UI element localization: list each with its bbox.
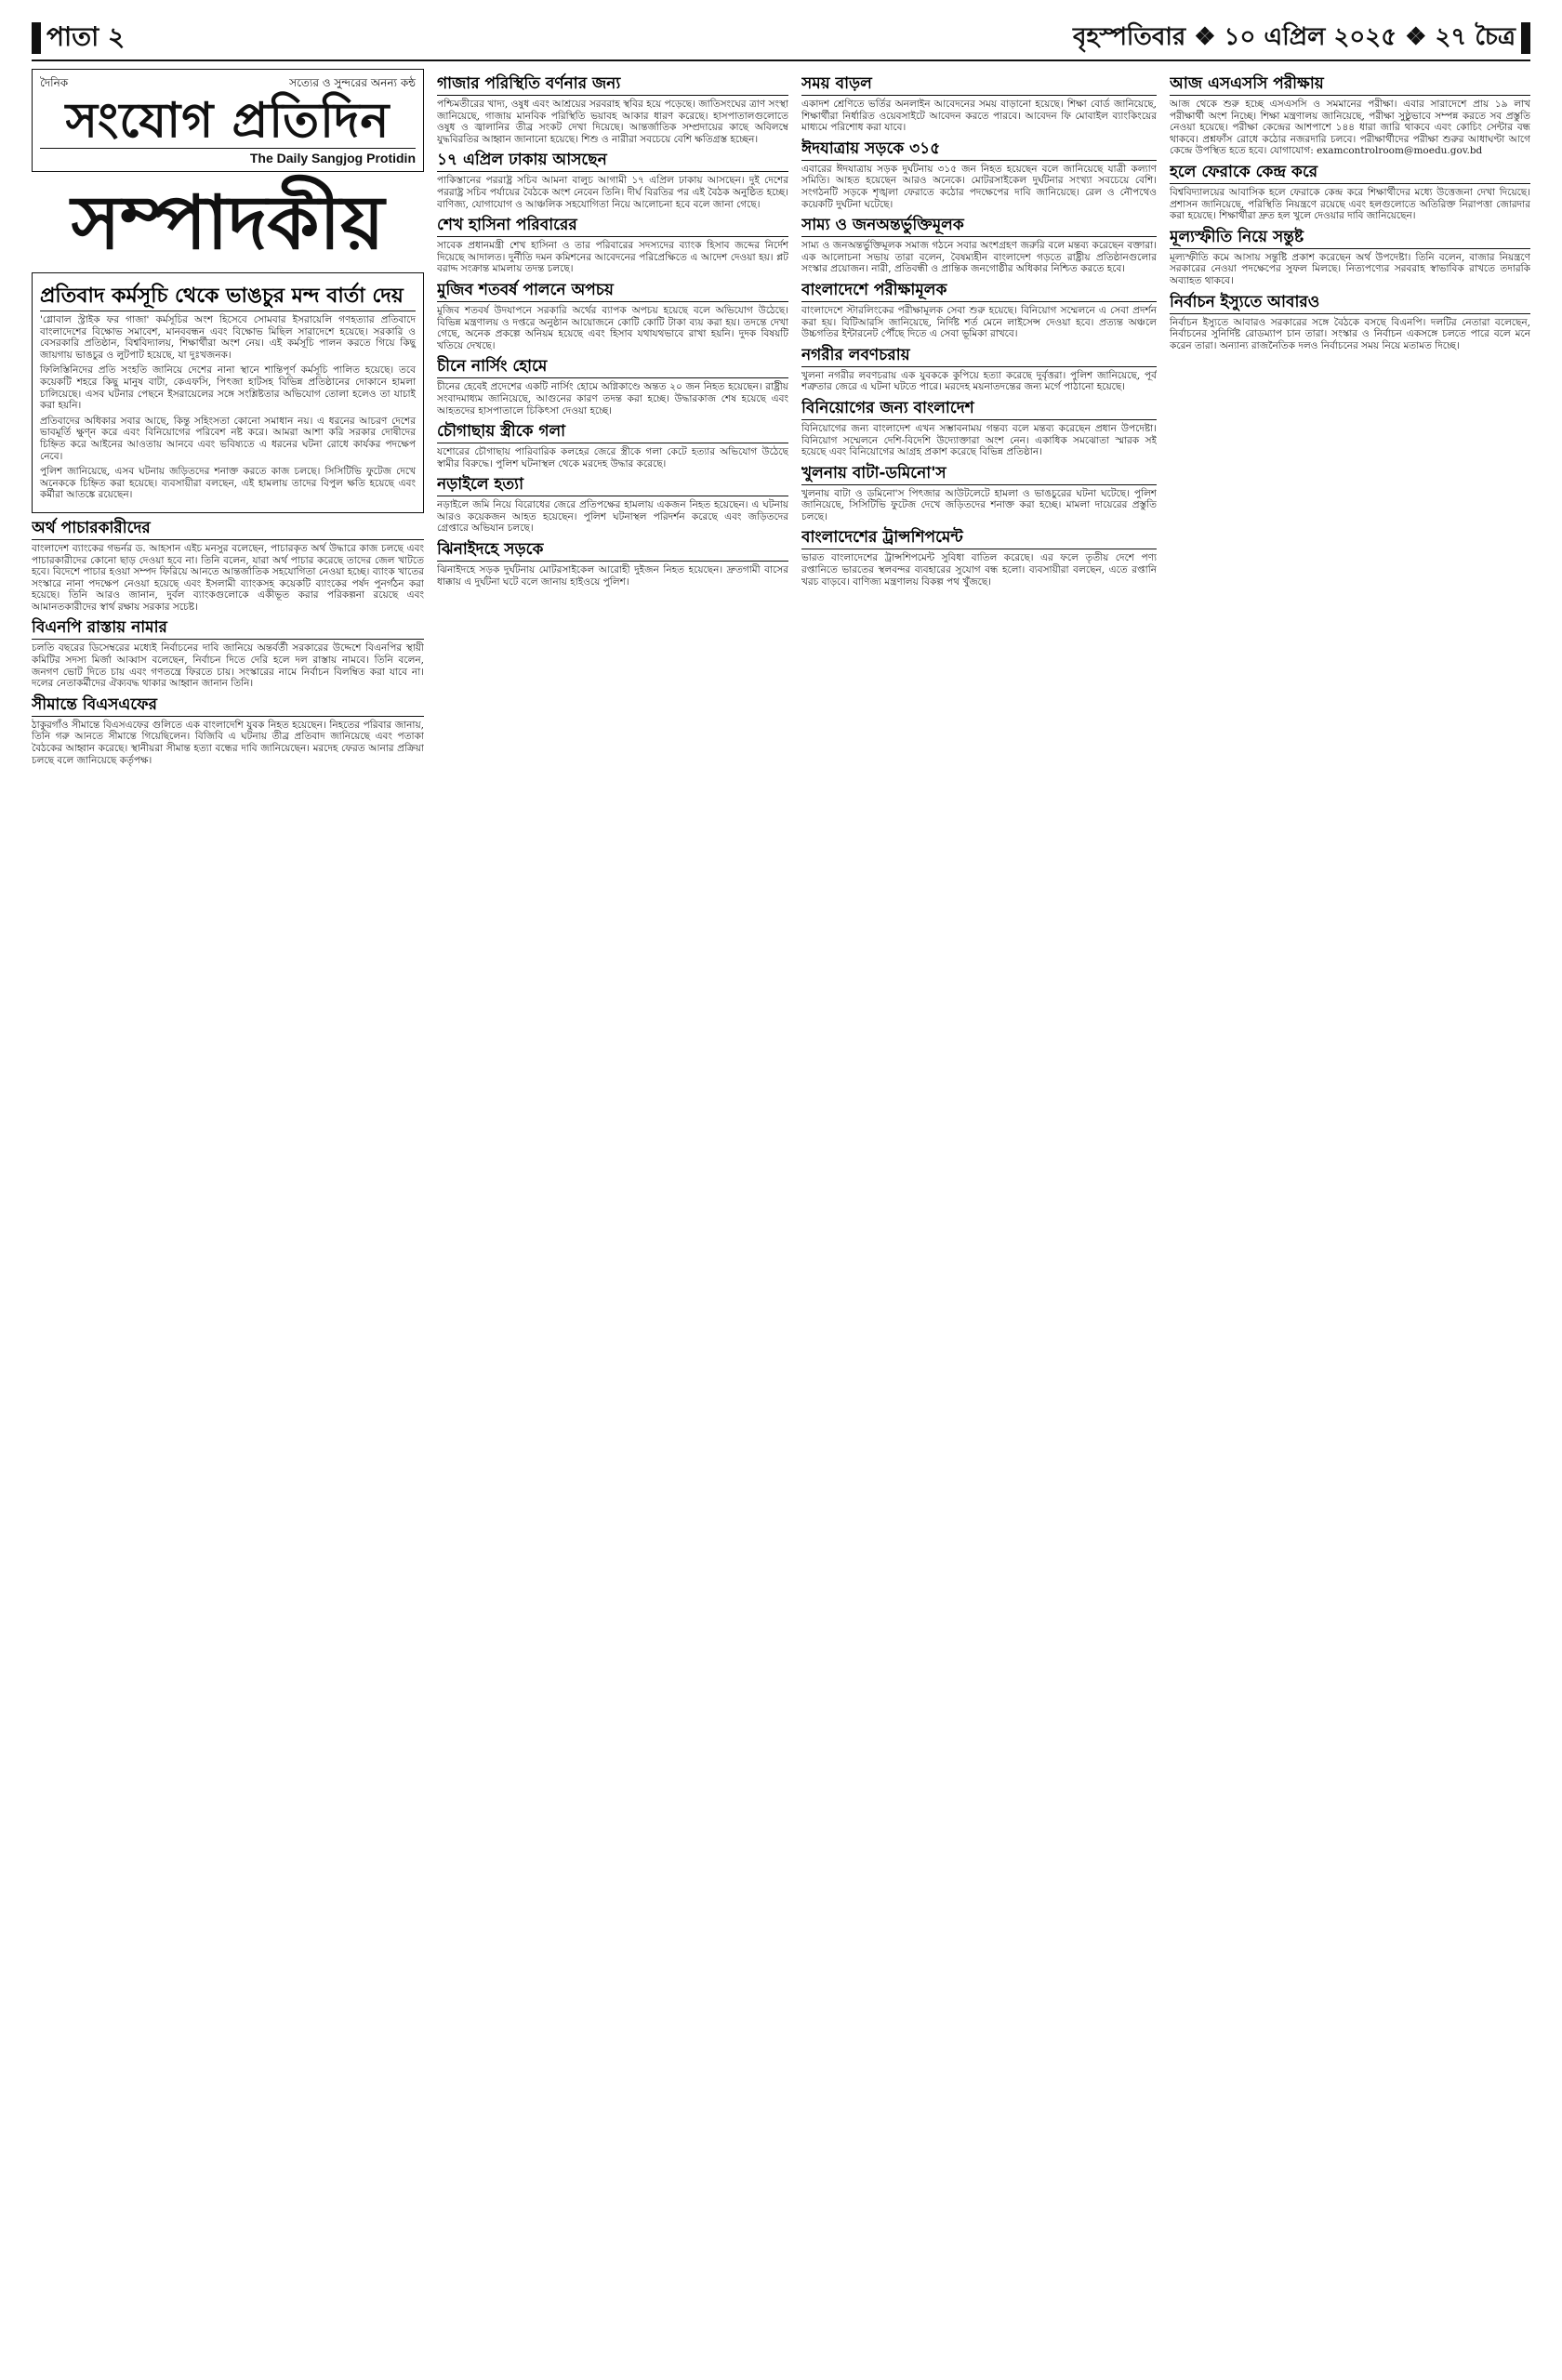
article-body: নড়াইলে জমি নিয়ে বিরোধের জেরে প্রতিপক্ষের হামলায় একজন নিহত হয়েছেন। এ ঘটনায় আরও কয়েকজন আহত হয়েছেন। পুলিশ ঘটনাস্থল পরিদর্শন করেছে এবং জড়িতদের গ্রেপ্তারে অভিযান চলছে।	[437, 499, 788, 535]
article-heading: ঈদযাত্রায় সড়কে ৩১৫	[801, 139, 1157, 161]
article-heading: আজ এসএসসি পরীক্ষায়	[1170, 74, 1530, 96]
article-heading: বিএনপি রাস্তায় নামার	[32, 618, 424, 640]
article	[437, 281, 788, 351]
editorial-paragraph: 'গ্লোবাল স্ট্রাইক ফর গাজা' কর্মসূচির অংশ হিসেবে সোমবার ইসরায়েলি গণহত্যার প্রতিবাদে বাংলাদেশের বিক্ষোভ সমাবেশ, মানববন্ধন এবং বিক্ষোভ মিছিল সারাদেশে হয়েছে। সরকারি ও বেসরকারি প্রতিষ্ঠান, বিশ্ববিদ্যালয়, শিক্ষার্থীরা অংশ নেয়। এই কর্মসূচি পালন করতে গিয়ে কিছু জায়গায় ভাঙচুর ও লুটপাট হয়েছে, যা দুঃখজনক।	[40, 314, 416, 361]
article-heading: ঝিনাইদহে সড়কে	[437, 540, 788, 562]
article	[1170, 74, 1530, 157]
article-body: ঝিনাইদহে সড়ক দুর্ঘটনায় মোটরসাইকেল আরোহী দুইজন নিহত হয়েছেন। দ্রুতগামী বাসের ধাক্কায় এ দুর্ঘটনা ঘটে বলে জানায় হাইওয়ে পুলিশ।	[437, 564, 788, 588]
article	[801, 528, 1157, 588]
article-body: একাদশ শ্রেণিতে ভর্তির অনলাইন আবেদনের সময় বাড়ানো হয়েছে। শিক্ষা বোর্ড জানিয়েছে, শিক্ষার্থীরা নির্ধারিত ওয়েবসাইটে আবেদন করতে পারবে। আবেদন ফি মোবাইল ব্যাংকিংয়ের মাধ্যমে পরিশোধ করা যাবে।	[801, 99, 1157, 134]
article	[32, 618, 424, 689]
article-heading: ১৭ এপ্রিল ঢাকায় আসছেন	[437, 151, 788, 172]
article	[801, 346, 1157, 393]
article-heading: নগরীর লবণচরায়	[801, 346, 1157, 367]
masthead	[32, 69, 424, 172]
page-header	[32, 17, 1530, 61]
article	[437, 216, 788, 275]
article-heading: খুলনায় বাটা-ডমিনো'স	[801, 464, 1157, 485]
article	[801, 74, 1157, 134]
column-4	[1170, 69, 1530, 2356]
article-body: চীনের হেবেই প্রদেশের একটি নার্সিং হোমে অগ্নিকাণ্ডে অন্তত ২০ জন নিহত হয়েছেন। রাষ্ট্রীয় সংবাদমাধ্যম জানিয়েছে, আগুনের কারণ তদন্ত করা হচ্ছে। উদ্ধারকাজ শেষ হয়েছে এবং আহতদের হাসপাতালে চিকিৎসা দেওয়া হচ্ছে।	[437, 381, 788, 416]
article-body: বাংলাদেশে স্টারলিংকের পরীক্ষামূলক সেবা শুরু হয়েছে। বিনিয়োগ সম্মেলনে এ সেবা প্রদর্শন করা হয়। বিটিআরসি জানিয়েছে, নির্দিষ্ট শর্ত মেনে লাইসেন্স দেওয়া হবে। প্রত্যন্ত অঞ্চলে উচ্চগতির ইন্টারনেট পৌঁছে দিতে এ সেবা ভূমিকা রাখবে।	[801, 304, 1157, 340]
column-1	[32, 69, 424, 2356]
article-heading: মুজিব শতবর্ষ পালনে অপচয়	[437, 281, 788, 302]
article-heading: চৌগাছায় স্ত্রীকে গলা	[437, 422, 788, 443]
column-3	[801, 69, 1157, 2356]
editorial-paragraph: প্রতিবাদের অধিকার সবার আছে, কিন্তু সহিংসতা কোনো সমাধান নয়। এ ধরনের আচরণ দেশের ভাবমূর্তি ক্ষুণ্ন করে এবং বিনিয়োগের পরিবেশ নষ্ট করে। আমরা আশা করি সরকার দোষীদের চিহ্নিত করে আইনের আওতায় আনবে এবং ভবিষ্যতে এ ধরনের ঘটনা রোধে কার্যকর পদক্ষেপ নেবে।	[40, 415, 416, 462]
article-body: বিশ্ববিদ্যালয়ের আবাসিক হলে ফেরাকে কেন্দ্র করে শিক্ষার্থীদের মধ্যে উত্তেজনা দেখা দিয়েছে। প্রশাসন জানিয়েছে, পরিস্থিতি নিয়ন্ত্রণে রয়েছে এবং হলগুলোতে অতিরিক্ত নিরাপত্তা জোরদার করা হয়েছে। শিক্ষার্থীরা দ্রুত হল খুলে দেওয়ার দাবি জানিয়েছেন।	[1170, 186, 1530, 222]
page-label: পাতা ২	[32, 17, 125, 60]
article-body: সাবেক প্রধানমন্ত্রী শেখ হাসিনা ও তার পরিবারের সদস্যদের ব্যাংক হিসাব জব্দের নির্দেশ দিয়েছে আদালত। দুর্নীতি দমন কমিশনের আবেদনের পরিপ্রেক্ষিতে এ আদেশ দেওয়া হয়। প্লট বরাদ্দ সংক্রান্ত মামলায় তদন্ত চলছে।	[437, 240, 788, 275]
editorial-paragraph: ফিলিস্তিনিদের প্রতি সংহতি জানিয়ে দেশের নানা স্থানে শান্তিপূর্ণ কর্মসূচি পালিত হয়েছে। তবে কয়েকটি শহরে কিছু মানুষ বাটা, কেএফসি, পিৎজা হাটসহ বিভিন্ন প্রতিষ্ঠানের দোকানে হামলা চালিয়েছে। এসব ঘটনার পেছনে ইসরায়েলের সঙ্গে সংশ্লিষ্টতার অভিযোগ তোলা হলেও তা যাচাই করা হয়নি।	[40, 364, 416, 412]
article-heading: অর্থ পাচারকারীদের	[32, 519, 424, 540]
article	[1170, 163, 1530, 222]
masthead-title: সংযোগ প্রতিদিন	[65, 92, 390, 149]
article	[801, 139, 1157, 210]
article-body: পশ্চিমতীরের খাদ্য, ওষুধ এবং আশ্রয়ের সরবরাহ স্থবির হয়ে পড়েছে। জাতিসংঘের ত্রাণ সংস্থা জানিয়েছে, গাজায় মানবিক পরিস্থিতি ভয়াবহ আকার ধারণ করেছে। হাসপাতালগুলোতে ওষুধ ও জ্বালানির তীব্র সংকট দেখা দিয়েছে। আন্তর্জাতিক সম্প্রদায়ের কাছে অবিলম্বে যুদ্ধবিরতির আহ্বান জানানো হয়েছে। শিশু ও নারীরা সবচেয়ে বেশি ক্ষতিগ্রস্ত হচ্ছেন।	[437, 99, 788, 145]
newspaper-page	[32, 17, 1530, 2360]
article	[1170, 293, 1530, 352]
column-1-articles	[32, 519, 424, 766]
article-body: পাকিস্তানের পররাষ্ট্র সচিব আমনা বালুচ আগামী ১৭ এপ্রিল ঢাকায় আসছেন। দুই দেশের পররাষ্ট্র সচিব পর্যায়ের বৈঠকে অংশ নেবেন তিনি। দীর্ঘ বিরতির পর এই বৈঠক অনুষ্ঠিত হচ্ছে। বাণিজ্য, যোগাযোগ ও আঞ্চলিক সহযোগিতা নিয়ে আলোচনা হবে বলে জানা গেছে।	[437, 175, 788, 210]
article	[437, 151, 788, 210]
article	[437, 422, 788, 469]
article-heading: বাংলাদেশের ট্রান্সশিপমেন্ট	[801, 528, 1157, 549]
editorial-box	[32, 272, 424, 513]
article-body: চলতি বছরের ডিসেম্বরের মধ্যেই নির্বাচনের দাবি জানিয়ে অন্তর্বর্তী সরকারের উদ্দেশে বিএনপির স্থায়ী কমিটির সদস্য মির্জা আব্বাস বলেছেন, নির্বাচন দিতে দেরি হলে দল রাস্তায় নামবে। তিনি বলেন, জনগণ ভোট দিতে চায় এবং গণতন্ত্রে ফিরতে চায়। সংস্কারের নামে নির্বাচন বিলম্বিত করা যাবে না। দলের নেতাকর্মীদের ঐক্যবদ্ধ থাকার আহ্বান জানান তিনি।	[32, 642, 424, 690]
issue-date: বৃহস্পতিবার ❖ ১০ এপ্রিল ২০২৫ ❖ ২৭ চৈত্র	[1073, 18, 1530, 59]
masthead-tagline-right: সত্যের ও সুন্দরের অনন্য কন্ঠ	[289, 76, 416, 89]
article-body: এবারের ঈদযাত্রায় সড়ক দুর্ঘটনায় ৩১৫ জন নিহত হয়েছেন বলে জানিয়েছে যাত্রী কল্যাণ সমিতি। আহত হয়েছেন আরও অনেকে। মোটরসাইকেল দুর্ঘটনার সংখ্যা সবচেয়ে বেশি। সংগঠনটি সড়কে শৃঙ্খলা ফেরাতে কঠোর পদক্ষেপের দাবি জানিয়েছে। রেল ও নৌপথেও কয়েকটি দুর্ঘটনা ঘটেছে।	[801, 163, 1157, 210]
article-heading: নির্বাচন ইস্যুতে আবারও	[1170, 293, 1530, 314]
article	[32, 695, 424, 766]
article	[437, 475, 788, 535]
article-body: মুজিব শতবর্ষ উদযাপনে সরকারি অর্থের ব্যাপক অপচয় হয়েছে বলে অভিযোগ উঠেছে। বিভিন্ন মন্ত্রণালয় ও দপ্তরে অনুষ্ঠান আয়োজনে কোটি কোটি টাকা ব্যয় করা হয়। তদন্তে দেখা গেছে, অনেক প্রকল্পে অনিয়ম হয়েছে এবং হিসাব যথাযথভাবে রাখা হয়নি। দুদক বিষয়টি খতিয়ে দেখছে।	[437, 304, 788, 351]
masthead-english-title: The Daily Sangjog Protidin	[40, 148, 416, 165]
article-body: সাম্য ও জনঅন্তর্ভুক্তিমূলক সমাজ গঠনে সবার অংশগ্রহণ জরুরি বলে মন্তব্য করেছেন বক্তারা। এক আলোচনা সভায় তারা বলেন, বৈষম্যহীন বাংলাদেশ গড়তে রাষ্ট্রীয় প্রতিষ্ঠানগুলোর সংস্কার প্রয়োজন। নারী, প্রতিবন্ধী ও প্রান্তিক জনগোষ্ঠীর অধিকার নিশ্চিত করতে হবে।	[801, 240, 1157, 275]
article-body: বিনিয়োগের জন্য বাংলাদেশ এখন সম্ভাবনাময় গন্তব্য বলে মন্তব্য করেছেন প্রধান উপদেষ্টা। বিনিয়োগ সম্মেলনে দেশি-বিদেশি উদ্যোক্তারা অংশ নেন। একাধিক সমঝোতা স্মারক সই হয়েছে এবং বিনিয়োগের আগ্রহ প্রকাশ করেছে বিভিন্ন প্রতিষ্ঠান।	[801, 422, 1157, 458]
article-heading: হলে ফেরাকে কেন্দ্র করে	[1170, 163, 1530, 184]
editorial-paragraph: পুলিশ জানিয়েছে, এসব ঘটনায় জড়িতদের শনাক্ত করতে কাজ চলছে। সিসিটিভি ফুটেজ দেখে অনেককে চিহ্নিত করা হয়েছে। ব্যবসায়ীরা বলছেন, এই হামলায় তাদের বিপুল ক্ষতি হয়েছে এবং কর্মীরা আতঙ্কে রয়েছেন।	[40, 466, 416, 501]
article	[801, 464, 1157, 523]
article-heading: চীনে নার্সিং হোমে	[437, 357, 788, 378]
article	[1170, 228, 1530, 287]
article-heading: মূল্যস্ফীতি নিয়ে সন্তুষ্ট	[1170, 228, 1530, 249]
editorial-heading: সম্পাদকীয়	[71, 178, 385, 266]
article	[801, 399, 1157, 458]
article	[32, 519, 424, 614]
column-2	[437, 69, 788, 2356]
article	[437, 74, 788, 145]
article-body: নির্বাচন ইস্যুতে আবারও সরকারের সঙ্গে বৈঠকে বসছে বিএনপি। দলটির নেতারা বলেছেন, নির্বাচনের সুনির্দিষ্ট রোডম্যাপ চান তারা। সংস্কার ও নির্বাচন একসঙ্গে চলতে পারে বলে মনে করেন তারা। অন্যান্য রাজনৈতিক দলও নির্বাচনের সময় নিয়ে মতামত দিচ্ছে।	[1170, 316, 1530, 351]
article-body: খুলনা নগরীর লবণচরায় এক যুবককে কুপিয়ে হত্যা করেছে দুর্বৃত্তরা। পুলিশ জানিয়েছে, পূর্ব শত্রুতার জেরে এ ঘটনা ঘটতে পারে। মরদেহ ময়নাতদন্তের জন্য মর্গে পাঠানো হয়েছে।	[801, 369, 1157, 393]
editorial-body	[40, 314, 416, 501]
article	[437, 357, 788, 416]
article-heading: সময় বাড়ল	[801, 74, 1157, 96]
article-heading: শেখ হাসিনা পরিবারের	[437, 216, 788, 237]
article-body: মূল্যস্ফীতি কমে আসায় সন্তুষ্টি প্রকাশ করেছেন অর্থ উপদেষ্টা। তিনি বলেন, বাজার নিয়ন্ত্রণে সরকারের নেওয়া পদক্ষেপের সুফল মিলছে। নিত্যপণ্যের সরবরাহ স্বাভাবিক রাখতে তদারকি অব্যাহত থাকবে।	[1170, 251, 1530, 286]
article-heading: সাম্য ও জনঅন্তর্ভুক্তিমূলক	[801, 216, 1157, 237]
article-body: ভারত বাংলাদেশের ট্রান্সশিপমেন্ট সুবিধা বাতিল করেছে। এর ফলে তৃতীয় দেশে পণ্য রপ্তানিতে ভারতের স্থলবন্দর ব্যবহারের সুযোগ বন্ধ হলো। ব্যবসায়ীরা বলছেন, এতে রপ্তানি খরচ বাড়বে। বাণিজ্য মন্ত্রণালয় বিকল্প পথ খুঁজছে।	[801, 552, 1157, 588]
masthead-tagline-left: দৈনিক	[40, 76, 69, 89]
article-heading: নড়াইলে হত্যা	[437, 475, 788, 496]
article-body: আজ থেকে শুরু হচ্ছে এসএসসি ও সমমানের পরীক্ষা। এবার সারাদেশে প্রায় ১৯ লাখ পরীক্ষার্থী অংশ নিচ্ছে। শিক্ষা মন্ত্রণালয় জানিয়েছে, পরীক্ষা সুষ্ঠুভাবে সম্পন্ন করতে সব প্রস্তুতি নেওয়া হয়েছে। পরীক্ষা কেন্দ্রের আশপাশে ১৪৪ ধারা জারি থাকবে এবং কোচিং সেন্টার বন্ধ থাকবে। প্রশ্নফাঁস রোধে কঠোর নজরদারি চলবে। পরীক্ষার্থীদের পরীক্ষা শুরুর আধাঘণ্টা আগে কেন্দ্রে উপস্থিত হতে হবে। যোগাযোগ: examcontrolroom@moedu.gov.bd	[1170, 99, 1530, 157]
article-body: ঠাকুরগাঁও সীমান্তে বিএসএফের গুলিতে এক বাংলাদেশি যুবক নিহত হয়েছেন। নিহতের পরিবার জানায়, তিনি গরু আনতে সীমান্তে গিয়েছিলেন। বিজিবি এ ঘটনায় তীব্র প্রতিবাদ জানিয়েছে এবং পতাকা বৈঠকের আহ্বান করেছে। স্থানীয়রা সীমান্ত হত্যা বন্ধের দাবি জানিয়েছেন। মরদেহ ফেরত আনার প্রক্রিয়া চলছে বলে জানিয়েছে কর্তৃপক্ষ।	[32, 719, 424, 766]
article	[437, 540, 788, 588]
article-heading: সীমান্তে বিএসএফের	[32, 695, 424, 717]
editorial-title: প্রতিবাদ কর্মসূচি থেকে ভাঙচুর মন্দ বার্তা দেয়	[40, 284, 416, 311]
article-body: খুলনায় বাটা ও ডমিনো'স পিৎজার আউটলেটে হামলা ও ভাঙচুরের ঘটনা ঘটেছে। পুলিশ জানিয়েছে, সিসিটিভি ফুটেজ দেখে জড়িতদের শনাক্ত করা হচ্ছে। মামলা দায়েরের প্রস্তুতি চলছে।	[801, 487, 1157, 522]
article-heading: বাংলাদেশে পরীক্ষামূলক	[801, 281, 1157, 302]
article	[801, 216, 1157, 275]
article-body: যশোরের চৌগাছায় পারিবারিক কলহের জেরে স্ত্রীকে গলা কেটে হত্যার অভিযোগ উঠেছে স্বামীর বিরুদ্ধে। পুলিশ ঘটনাস্থল থেকে মরদেহ উদ্ধার করেছে।	[437, 446, 788, 469]
article-heading: বিনিয়োগের জন্য বাংলাদেশ	[801, 399, 1157, 420]
article	[801, 281, 1157, 340]
article-heading: গাজার পরিস্থিতি বর্ণনার জন্য	[437, 74, 788, 96]
article-body: বাংলাদেশ ব্যাংকের গভর্নর ড. আহসান এইচ মনসুর বলেছেন, পাচারকৃত অর্থ উদ্ধারে কাজ চলছে এবং পাচারকারীদের কোনো ছাড় দেওয়া হবে না। তিনি বলেন, যারা অর্থ পাচার করেছে তাদের জেল খাটতে হবে। বিদেশে পাচার হওয়া সম্পদ ফিরিয়ে আনতে আন্তর্জাতিক সহযোগিতা নেওয়া হচ্ছে। ব্যাংক খাতের সংস্কারে নানা পদক্ষেপ নেওয়া হয়েছে এবং ইসলামী ব্যাংকসহ কয়েকটি ব্যাংকের পর্ষদ পুনর্গঠন করা হয়েছে। তিনি আরও জানান, দুর্বল ব্যাংকগুলোকে একীভূত করার পরিকল্পনা রয়েছে এবং আমানতকারীদের স্বার্থ রক্ষায় সরকার সচেষ্ট।	[32, 542, 424, 613]
